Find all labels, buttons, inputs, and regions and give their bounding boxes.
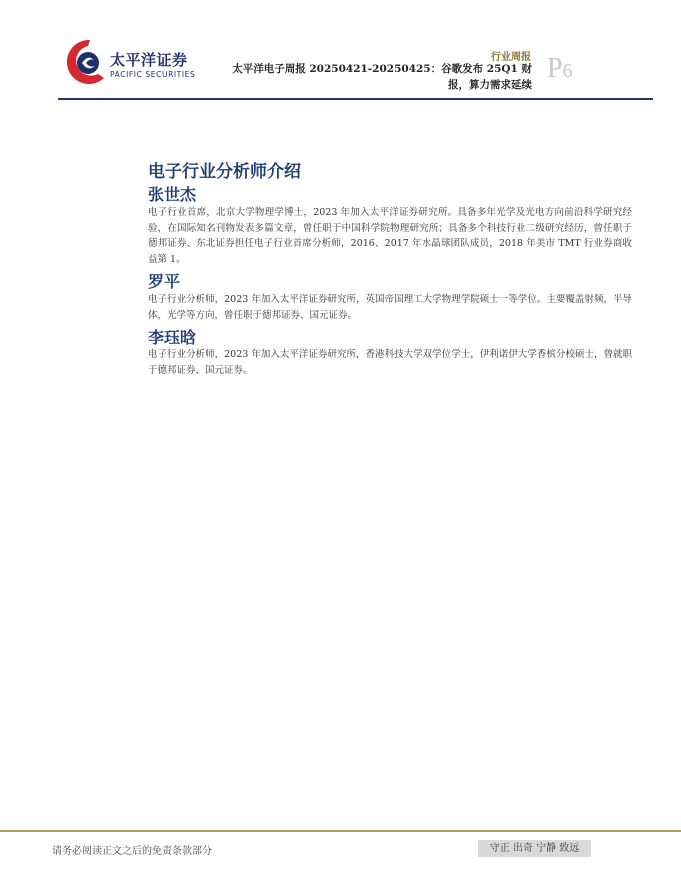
report-type: 行业周报 xyxy=(491,52,531,63)
logo-english-name: PACIFIC SECURITIES xyxy=(110,70,196,79)
analyst-name: 张世杰 xyxy=(148,185,197,204)
company-logo xyxy=(64,36,214,88)
logo-chinese-name: 太平洋证券 xyxy=(110,51,188,69)
analyst-bio: 电子行业分析师，2023 年加入太平洋证券研究所，香港科技大学双学位学士，伊利诺伊大学香槟分校硕士，曾就职于德邦证券、国元证券。 xyxy=(148,349,632,376)
report-title: 太平洋电子周报 20250421-20250425：谷歌发布 25Q1 财报，算力需求延续 xyxy=(232,63,532,91)
disclaimer-text: 请务必阅读正文之后的免责条款部分 xyxy=(52,846,212,857)
pacific-securities-logo-icon xyxy=(64,36,110,88)
section-title: 电子行业分析师介绍 xyxy=(148,162,301,182)
page-digit: 6 xyxy=(562,60,573,82)
analyst-bio: 电子行业首席，北京大学物理学博士，2023 年加入太平洋证券研究所。具备多年光学及光电方向前沿科学研究经验，在国际知名刊物发表多篇文章，曾任职于中国科学院物理研究所；具备多个科技行业二级研究经历，曾任职于德邦证券、东北证券担任电子行业首席分析师，2016、2017 年水晶球团队成员，2018 年美市 TMT 行业券商收益第 1。 xyxy=(148,207,632,265)
company-motto: 守正 出奇 宁静 致远 xyxy=(478,840,591,857)
analyst-name: 李珏晗 xyxy=(148,328,197,347)
footer-divider xyxy=(0,830,681,832)
analyst-name: 罗平 xyxy=(148,272,181,291)
analyst-bio: 电子行业分析师，2023 年加入太平洋证券研究所，英国帝国理工大学物理学院硕士一等学位。主要覆盖射频，半导体，光学等方向，曾任职于德邦证券、国元证券。 xyxy=(148,294,632,321)
header-divider xyxy=(58,98,653,100)
page-number xyxy=(547,53,573,85)
page-letter: P xyxy=(547,53,563,84)
